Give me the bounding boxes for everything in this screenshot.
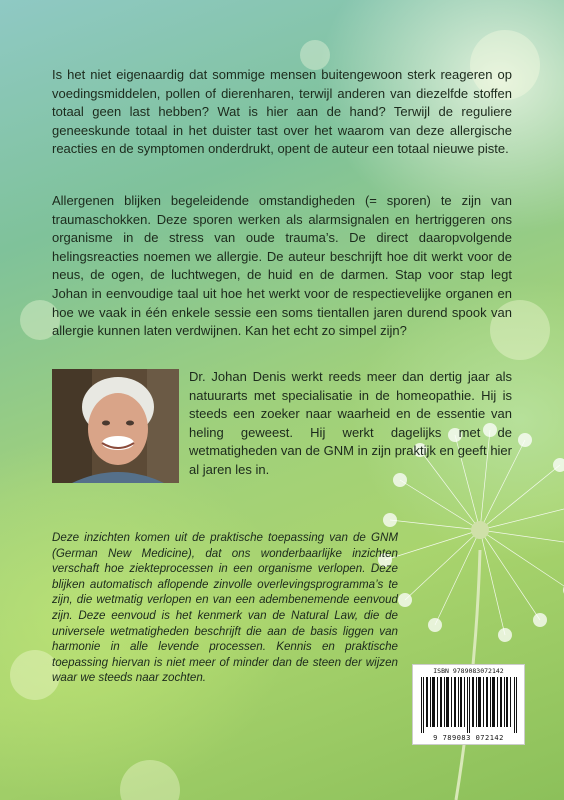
gnm-italic-paragraph: Deze inzichten komen uit de praktische toepassing van de GNM (German New Medicine), dat ons wonderbaarlijke inzichten verschaft hoe ziekteprocessen in een organisme verlopen. Deze blijken automatisch aflopende zinvolle overlevingsprogramma’s te zijn, die wetmatig verlopen en van een adembenemende eenvoud zijn. Deze eenvoud is het kenmerk van de Natural Law, die de universele wetmatigheden beschrijft die aan de basis liggen van harmonie in alle levende processen. Kennis en praktische toepassing hiervan is niet meer of minder dan de steen der wijzen waar we steeds naar zochten. [52,531,398,685]
barcode-bars [419,677,520,733]
isbn-barcode [412,664,525,745]
author-bio: Dr. Johan Denis werkt reeds meer dan dertig jaar als natuurarts met specialisatie in de homeopathie. Hij is steeds een zoeker naar waarheid en de essentie van heling geweest. Hij werkt dagelijks met de wetmatigheden van de GNM in zijn praktijk en geeft hier al jaren les in. [189,369,512,477]
allergy-paragraph: Allergenen blijken begeleidende omstandigheden (= sporen) te zijn van traumaschokken. Deze sporen werken als alarmsignalen en hertriggeren ons organisme in de stress van oude trauma’s. De direct daaropvolgende helingsreacties noemen we allergie. De auteur beschrijft hoe dit werkt voor de neus, de ogen, de luchtwegen, de huid en de darmen. Stap voor stap legt Johan in eenvoudige taal uit hoe het werkt voor de respectievelijke organen en hoe we vaak in één enkele sessie een soms tientallen jaren durend spook van allergie kunnen laten verdwijnen. Kan het echt zo simpel zijn? [52,193,512,339]
isbn-label: ISBN 9789083072142 [433,667,504,675]
isbn-digits: 9 789083 072142 [433,734,504,742]
intro-paragraph: Is het niet eigenaardig dat sommige mensen buitengewoon sterk reageren op voedingsmiddelen, pollen of dierenharen, terwijl anderen van diezelfde stoffen totaal geen last hebben? Wat is hier aan de hand? Terwijl de reguliere geneeskunde totaal in het duister tast over het waarom van deze allergische reacties en de symptomen onderdrukt, opent de auteur een totaal nieuwe piste. [52,67,512,157]
author-photo [52,369,179,483]
